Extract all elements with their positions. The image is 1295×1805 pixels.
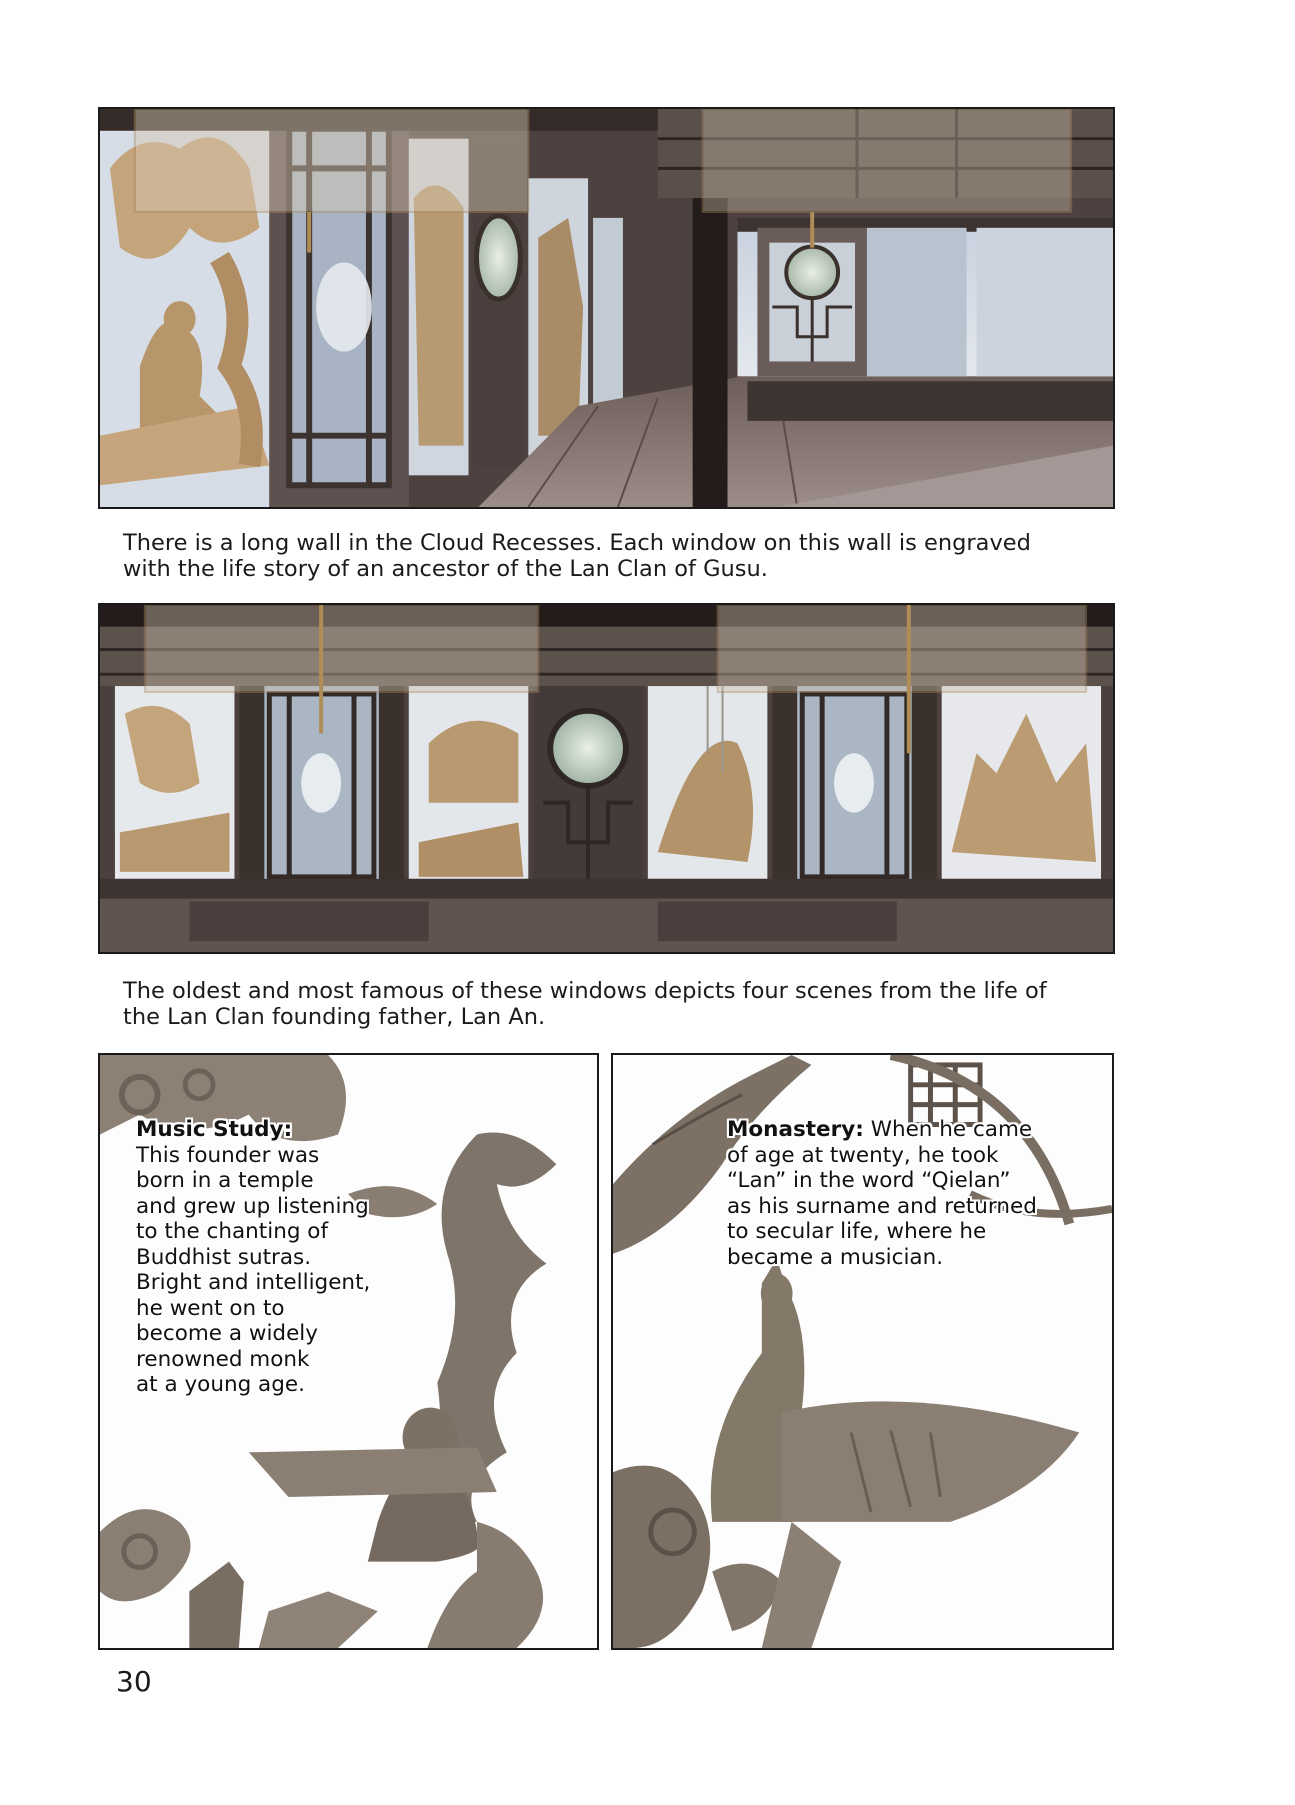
- corridor-panel: [98, 107, 1115, 509]
- monastery-line: became a musician.: [727, 1244, 944, 1270]
- music-study-line: he went on to: [136, 1295, 285, 1321]
- monastery-heading: Monastery:: [727, 1117, 864, 1142]
- monastery-first-line: When he came: [863, 1117, 1033, 1142]
- music-study-text: [136, 1117, 370, 1398]
- monastery-line: “Lan” in the word “Qielan”: [727, 1168, 1011, 1193]
- wall-caption-line-1: There is a long wall in the Cloud Recesses. Each window on this wall is engraved: [123, 530, 1031, 556]
- music-study-panel: [98, 1053, 599, 1650]
- music-study-line: born in a temple: [136, 1168, 314, 1193]
- monastery-text: [727, 1117, 1037, 1270]
- wall-caption-line-2: with the life story of an ancestor of the Lan Clan of Gusu.: [123, 556, 768, 582]
- window-wall-illustration: [100, 605, 1113, 952]
- windows-caption-line-2: the Lan Clan founding father, Lan An.: [123, 1004, 546, 1030]
- monastery-line: of age at twenty, he took: [727, 1142, 999, 1168]
- music-study-line: Buddhist sutras.: [136, 1244, 312, 1270]
- music-study-line: Bright and intelligent,: [136, 1270, 371, 1295]
- music-study-heading: Music Study:: [136, 1117, 293, 1142]
- music-study-line: and grew up listening: [136, 1193, 369, 1219]
- windows-caption-line-1: The oldest and most famous of these windows depicts four scenes from the life of: [123, 978, 1047, 1004]
- music-study-line: renowned monk: [136, 1346, 310, 1372]
- monastery-panel: [611, 1053, 1114, 1650]
- music-study-line: at a young age.: [136, 1372, 305, 1397]
- monastery-line: to secular life, where he: [727, 1219, 987, 1244]
- page-number: 30: [116, 1665, 152, 1698]
- monastery-line: as his surname and returned: [727, 1193, 1037, 1219]
- wall-caption: [123, 530, 1103, 582]
- music-study-line: become a widely: [136, 1321, 318, 1346]
- corridor-illustration: [100, 109, 1113, 507]
- window-wall-panel: [98, 603, 1115, 954]
- windows-caption: [123, 978, 1103, 1030]
- music-study-line: to the chanting of: [136, 1219, 329, 1244]
- music-study-line: This founder was: [136, 1142, 320, 1168]
